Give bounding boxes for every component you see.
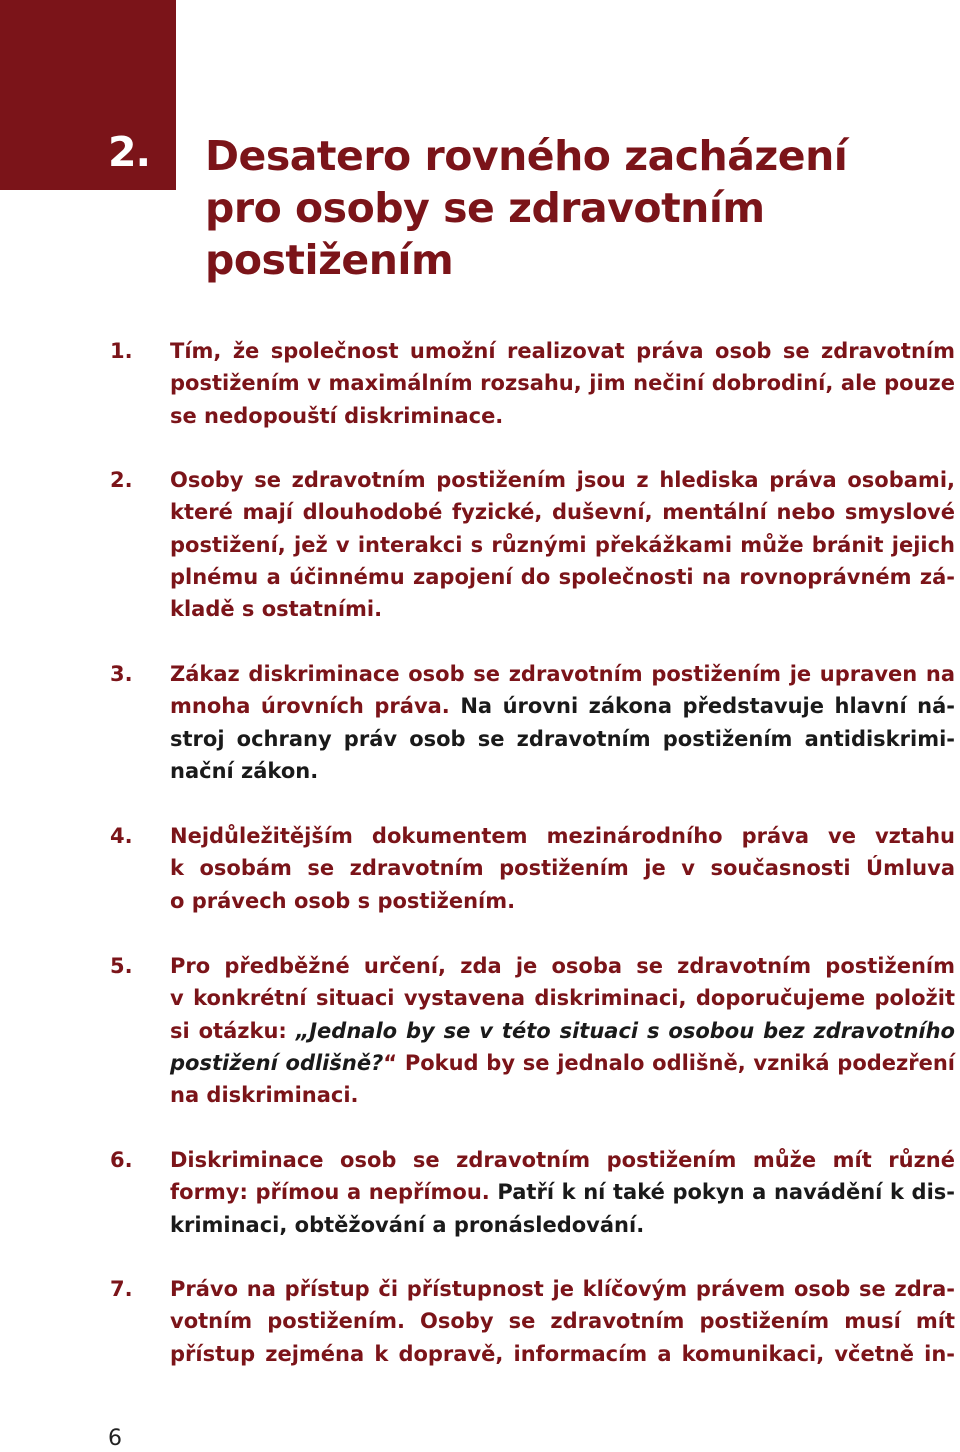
item-line: mnoha úrovních práva. Na úrovni zákona představuje hlavní ná- [170, 694, 956, 719]
list-item [110, 1273, 955, 1370]
item-line: Tím, že společnost umožní realizovat práva osob se zdravotním [170, 339, 955, 363]
item-text [170, 1144, 955, 1241]
item-number: 2. [110, 468, 133, 492]
item-text [170, 950, 955, 1111]
item-text [170, 335, 955, 432]
list-item [110, 658, 955, 787]
item-line: postižením v maximálním rozsahu, jim nečiní dobrodiní, ale pouze [170, 371, 955, 396]
item-number: 4. [110, 824, 133, 848]
item-line: se nedopouští diskriminace. [170, 403, 504, 428]
item-number: 6. [110, 1148, 133, 1172]
page-number: 6 [108, 1426, 122, 1451]
item-text [170, 658, 955, 787]
chapter-title-line: pro osoby se zdravotním [205, 184, 765, 232]
item-line: nační zákon. [170, 758, 319, 783]
list-item [110, 335, 955, 432]
item-line: formy: přímou a nepřímou. Patří k ní také pokyn a navádění k dis- [170, 1180, 956, 1205]
item-text [170, 464, 955, 625]
item-line: které mají dlouhodobé fyzické, duševní, mentální nebo smyslové [170, 500, 955, 525]
item-line: přístup zejména k dopravě, informacím a komunikaci, včetně in- [170, 1341, 955, 1366]
list-item [110, 464, 955, 625]
item-line: kriminaci, obtěžování a pronásledování. [170, 1212, 645, 1237]
item-number: 3. [110, 662, 133, 686]
item-line: na diskriminaci. [170, 1083, 359, 1108]
chapter-title-line: postižením [205, 236, 454, 284]
list-item [110, 820, 955, 917]
item-number: 1. [110, 339, 133, 363]
list-item [110, 950, 955, 1111]
item-line: Nejdůležitějším dokumentem mezinárodního práva ve vztahu [170, 824, 955, 848]
item-text [170, 1273, 955, 1370]
item-line: plnému a účinnému zapojení do společnosti na rovnoprávném zá- [170, 564, 955, 589]
item-line: o právech osob s postižením. [170, 888, 516, 913]
item-number: 7. [110, 1277, 133, 1301]
item-line: kladě s ostatními. [170, 597, 383, 622]
item-line: votním postižením. Osoby se zdravotním postižením musí mít [170, 1309, 955, 1334]
item-line: postižení odlišně?“ Pokud by se jednalo odlišně, vzniká podezření [170, 1050, 956, 1075]
item-line: Diskriminace osob se zdravotním postižením může mít různé [170, 1148, 955, 1172]
item-line: postižení, jež v interakci s různými překážkami může bránit jejich [170, 532, 955, 557]
chapter-title [205, 130, 905, 286]
item-line: Právo na přístup či přístupnost je klíčovým právem osob se zdra- [170, 1277, 955, 1301]
item-line: k osobám se zdravotním postižením je v současnosti Úmluva [170, 856, 955, 881]
chapter-number: 2. [108, 128, 151, 176]
item-line: stroj ochrany práv osob se zdravotním postižením antidiskrimi- [170, 726, 955, 751]
item-line: Pro předběžné určení, zda je osoba se zdravotním postižením [170, 954, 955, 978]
item-text [170, 820, 955, 917]
list-item [110, 1144, 955, 1241]
item-line: si otázku: „Jednalo by se v této situaci s osobou bez zdravotního [170, 1018, 955, 1043]
chapter-title-line: Desatero rovného zacházení [205, 132, 848, 180]
item-line: Osoby se zdravotním postižením jsou z hlediska práva osobami, [170, 468, 955, 492]
item-line: Zákaz diskriminace osob se zdravotním postižením je upraven na [170, 662, 955, 686]
item-number: 5. [110, 954, 133, 978]
item-line: v konkrétní situaci vystavena diskriminaci, doporučujeme položit [170, 986, 955, 1011]
